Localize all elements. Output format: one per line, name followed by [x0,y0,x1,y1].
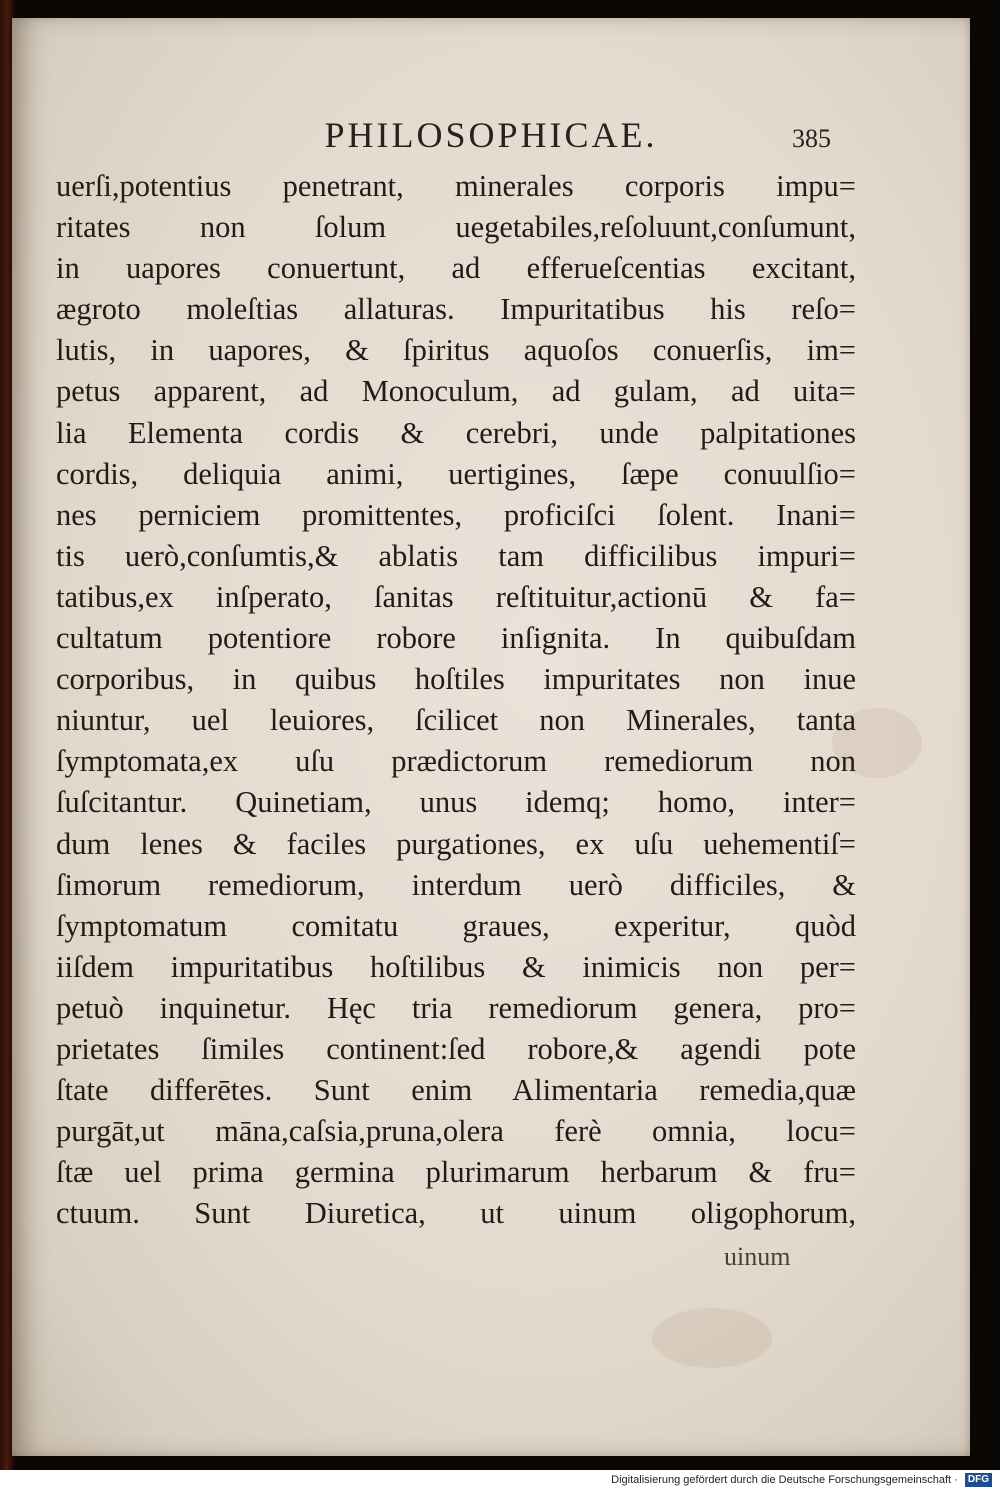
text-line: ſtæ uel prima germina plurimarum herbarum & fru= [56,1155,856,1190]
text-line: ſymptomatum comitatu graues, experitur, quòd [56,908,856,943]
text-line: lia Elementa cordis & cerebri, unde palpitationes [56,415,856,450]
text-line: petus apparent, ad Monoculum, ad gulam, ad uita= [56,374,856,409]
text-line: lutis, in uapores, & ſpiritus aquoſos conuerſis, im= [56,333,856,368]
text-line: in uapores conuertunt, ad efferueſcentias excitant, [56,251,856,286]
text-line: nes perniciem promittentes, proficiſci ſolent. Inani= [56,497,856,532]
text-body [56,166,856,1234]
dfg-logo-icon: DFG [965,1473,992,1487]
text-line: tis uerò,conſumtis,& ablatis tam difficilibus impuri= [56,538,856,573]
text-line: purgāt,ut māna,caſsia,pruna,olera ferè omnia, locu= [56,1114,856,1149]
catchword: uinum [724,1242,791,1271]
text-line: dum lenes & faciles purgationes, ex uſu uehementiſ= [56,826,856,861]
page-number: 385 [792,124,831,153]
funding-credit: Digitalisierung gefördert durch die Deutsche Forschungsgemeinschaft · [611,1474,958,1487]
text-line: niuntur, uel leuiores, ſcilicet non Minerales, tanta [56,703,856,738]
text-line: tatibus,ex inſperato, ſanitas reſtituitur,actionū & fa= [56,579,856,614]
text-line: ſuſcitantur. Quinetiam, unus idemq; homo, inter= [56,785,856,820]
running-head: PHILOSOPHICAE. [324,115,658,155]
text-line: corporibus, in quibus hoſtiles impuritates non inue [56,662,856,697]
book-page [12,18,970,1456]
text-line: prietates ſimiles continent:ſed robore,& agendi pote [56,1031,856,1066]
text-line: petuò inquinetur. Hęc tria remediorum genera, pro= [56,990,856,1025]
text-line: uerſi,potentius penetrant, minerales corporis impu= [56,169,856,203]
text-line: ſimorum remediorum, interdum uerò difficiles, & [56,867,856,902]
text-line: ægroto moleſtias allaturas. Impuritatibus his reſo= [56,292,856,327]
text-line: ctuum. Sunt Diuretica, ut uinum oligophorum, [56,1196,856,1231]
text-line: ſtate differētes. Sunt enim Alimentaria remedia,quæ [56,1073,856,1108]
paper-stain [652,1308,772,1368]
footer-bar [0,1470,1000,1490]
text-line: cordis, deliquia animi, uertigines, ſæpe conuulſio= [56,456,856,491]
text-line: cultatum potentiore robore inſignita. In quibuſdam [56,621,856,656]
text-line: ſymptomata,ex uſu prædictorum remediorum non [56,744,856,779]
text-line: ritates non ſolum uegetabiles,reſoluunt,conſumunt, [56,210,856,245]
text-line: iiſdem impuritatibus hoſtilibus & inimicis non per= [56,949,856,984]
